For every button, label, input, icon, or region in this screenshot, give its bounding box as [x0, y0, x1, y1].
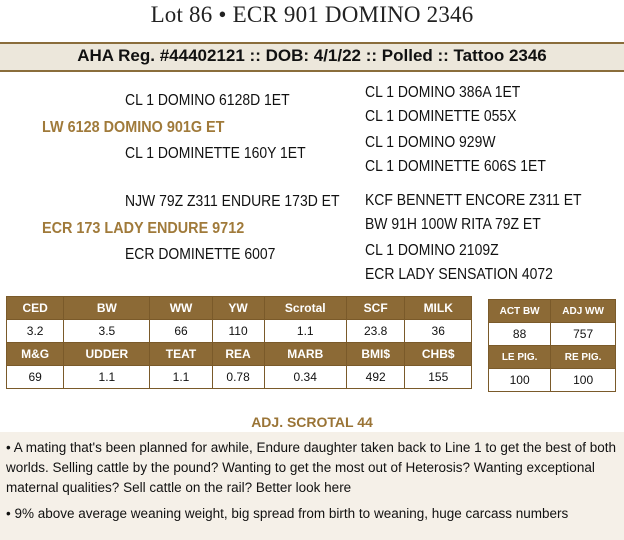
epd-value: 1.1: [64, 366, 150, 389]
epd-value: 36: [405, 320, 472, 343]
actual-header: LE PIG.: [489, 346, 551, 369]
epd-value: 1.1: [150, 366, 212, 389]
epd-header: MARB: [264, 343, 346, 366]
sire-sire-sire: CL 1 DOMINO 386A 1ET: [365, 84, 521, 101]
actual-value: 88: [489, 323, 551, 346]
sire-dam-dam: CL 1 DOMINETTE 606S 1ET: [365, 158, 546, 175]
dam-sire-sire: KCF BENNETT ENCORE Z311 ET: [365, 192, 582, 209]
epd-value: 69: [7, 366, 64, 389]
epd-header: MILK: [405, 297, 472, 320]
note-2: • 9% above average weaning weight, big spread from birth to weaning, huge carcass numbers: [6, 506, 569, 521]
epd-header: REA: [212, 343, 264, 366]
sire-sire-dam: CL 1 DOMINETTE 055X: [365, 108, 517, 125]
registration-line: AHA Reg. #44402121 :: DOB: 4/1/22 :: Polled :: Tattoo 2346: [77, 46, 547, 65]
actual-header: RE PIG.: [551, 346, 616, 369]
epd-header: M&G: [7, 343, 64, 366]
actual-header: ACT BW: [489, 300, 551, 323]
epd-header: CED: [7, 297, 64, 320]
epd-header: BMI$: [346, 343, 405, 366]
epd-header: UDDER: [64, 343, 150, 366]
actual-value: 100: [489, 369, 551, 392]
epd-value: 66: [150, 320, 212, 343]
note-1: • A mating that's been planned for awhile, Endure daughter taken back to Line 1 to get the best of both worlds. Selling cattle by the pound? Wanting to get the most out of Heterosis? Wanting exceptional maternal qualities? Sell cattle on the rail? Better look here: [6, 440, 616, 495]
sire-dam-sire: CL 1 DOMINO 929W: [365, 134, 496, 151]
epd-value: 110: [212, 320, 264, 343]
epd-value: 0.78: [212, 366, 264, 389]
epd-header: YW: [212, 297, 264, 320]
epd-value: 155: [405, 366, 472, 389]
epd-value: 492: [346, 366, 405, 389]
dam-dam: ECR DOMINETTE 6007: [125, 246, 276, 263]
epd-value: 3.5: [64, 320, 150, 343]
dam-dam-dam: ECR LADY SENSATION 4072: [365, 266, 553, 283]
epd-header: BW: [64, 297, 150, 320]
dam-dam-sire: CL 1 DOMINO 2109Z: [365, 242, 499, 259]
actual-value: 100: [551, 369, 616, 392]
epd-table: [6, 296, 472, 389]
epd-value: 3.2: [7, 320, 64, 343]
epd-value: 1.1: [264, 320, 346, 343]
epd-value: 0.34: [264, 366, 346, 389]
epd-header: WW: [150, 297, 212, 320]
actual-measures-table: [488, 299, 616, 392]
epd-header: CHB$: [405, 343, 472, 366]
adj-scrotal: ADJ. SCROTAL 44: [251, 414, 373, 430]
epd-value: 23.8: [346, 320, 405, 343]
actual-value: 757: [551, 323, 616, 346]
dam-sire: NJW 79Z Z311 ENDURE 173D ET: [125, 193, 340, 210]
sire: LW 6128 DOMINO 901G ET: [42, 119, 225, 136]
lot-title: Lot 86 • ECR 901 DOMINO 2346: [150, 2, 474, 27]
dam-sire-dam: BW 91H 100W RITA 79Z ET: [365, 216, 541, 233]
actual-header: ADJ WW: [551, 300, 616, 323]
epd-header: SCF: [346, 297, 405, 320]
epd-header: Scrotal: [264, 297, 346, 320]
dam: ECR 173 LADY ENDURE 9712: [42, 220, 245, 237]
epd-header: TEAT: [150, 343, 212, 366]
sire-sire: CL 1 DOMINO 6128D 1ET: [125, 92, 290, 109]
sire-dam: CL 1 DOMINETTE 160Y 1ET: [125, 145, 306, 162]
